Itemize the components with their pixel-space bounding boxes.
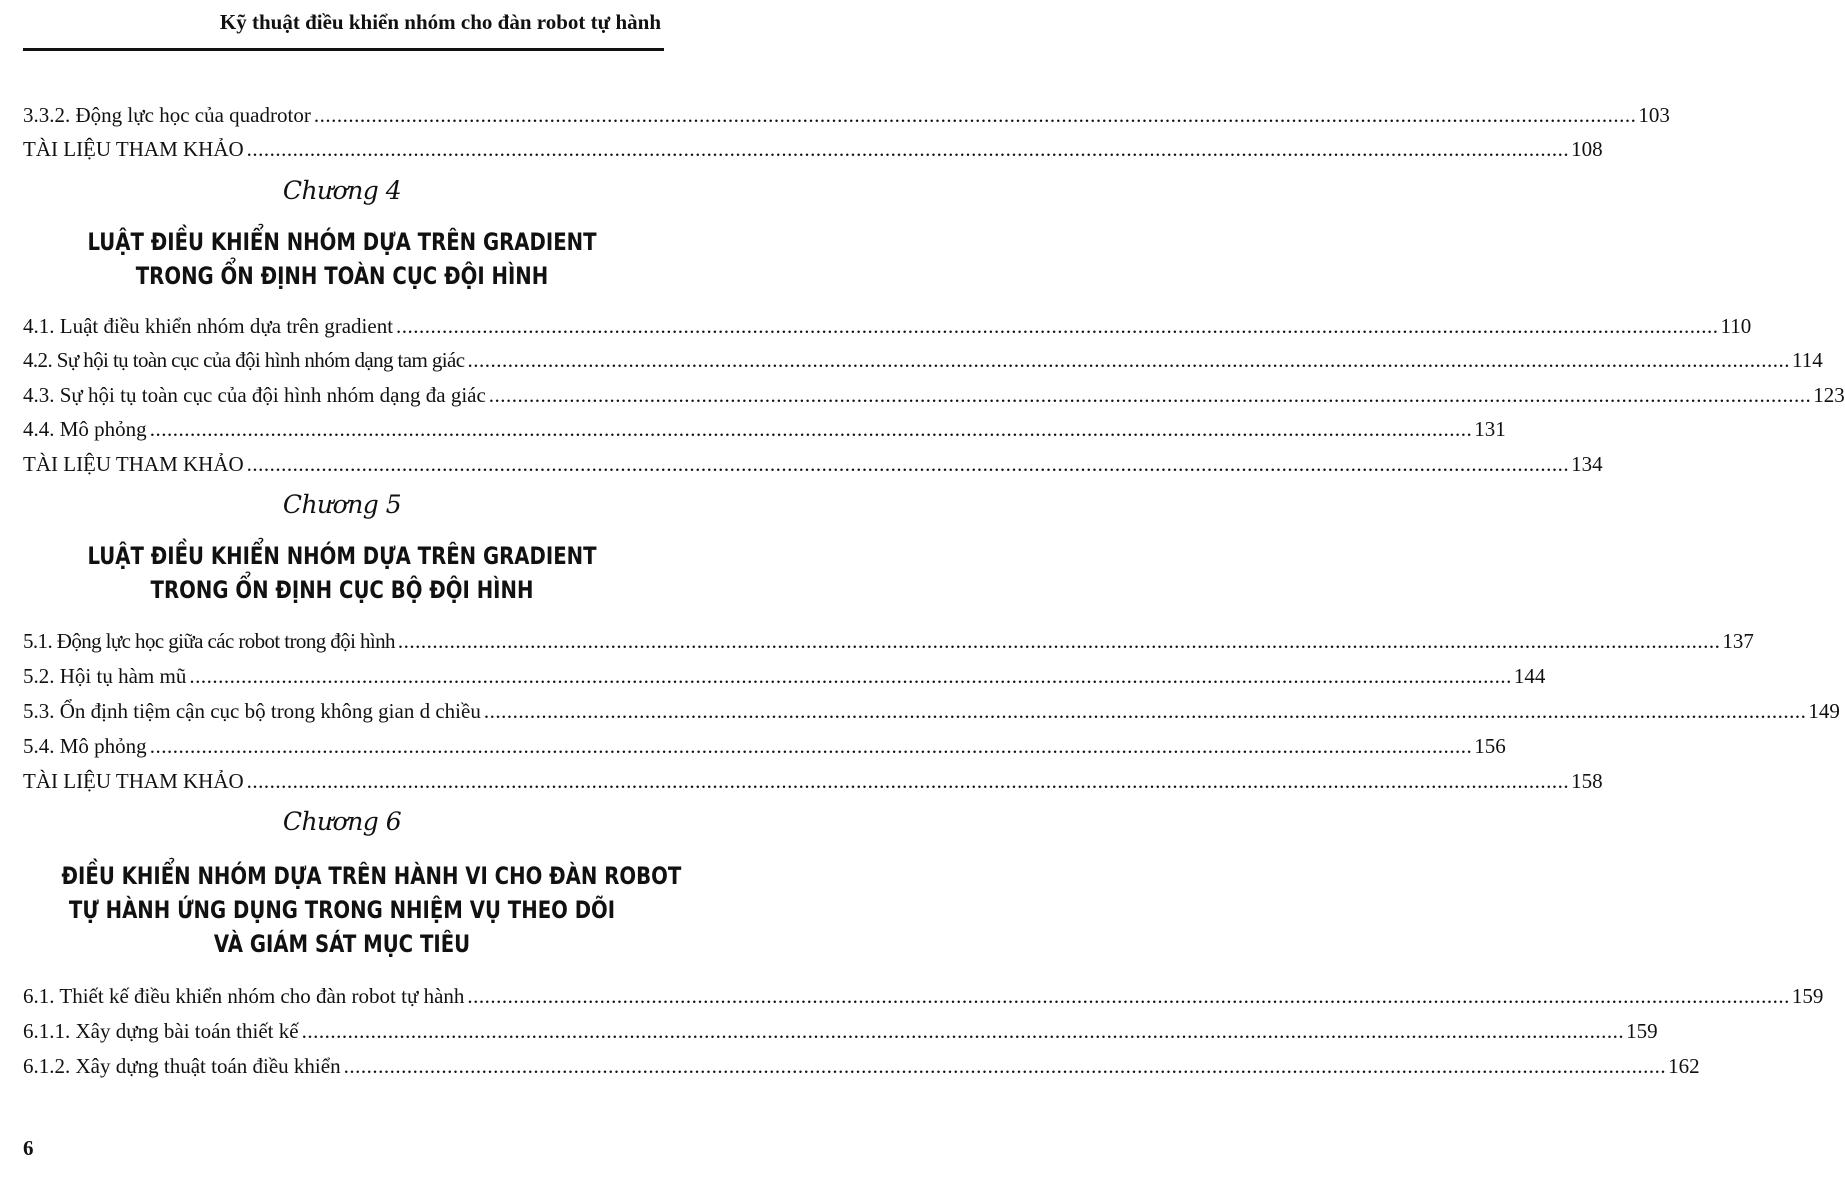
toc-entry-3-3-2[interactable] <box>23 94 1670 128</box>
dot-leader: ...................................................................................................................................................................................................................................... <box>301 1019 1625 1043</box>
dot-leader: ...................................................................................................................................................................................................................................... <box>483 699 1807 723</box>
chapter-title-line: TRONG ỔN ĐỊNH CỤC BỘ ĐỘI HÌNH <box>150 576 534 604</box>
dot-leader: ...................................................................................................................................................................................................................................... <box>313 103 1637 127</box>
toc-entry-page: 110 <box>1720 314 1752 338</box>
toc-entry-page: 131 <box>1474 417 1506 441</box>
toc-entry-4-2[interactable] <box>23 339 1823 373</box>
chapter-title-line: VÀ GIÁM SÁT MỤC TIÊU <box>213 930 471 958</box>
toc-entry-title: 3.3.2. Động lực học của quadrotor <box>23 103 311 127</box>
toc-entry-5-1[interactable] <box>23 620 1754 654</box>
toc-entry-title: 6.1.1. Xây dựng bài toán thiết kế <box>23 1019 299 1043</box>
toc-entry-page: 159 <box>1626 1019 1658 1043</box>
toc-entry-title: 4.1. Luật điều khiển nhóm dựa trên gradient <box>23 314 394 338</box>
toc-entry-title: 5.4. Mô phỏng <box>23 734 147 758</box>
dot-leader: ...................................................................................................................................................................................................................................... <box>343 1054 1667 1078</box>
header-rule <box>23 48 664 51</box>
chapter-6-title <box>61 859 682 961</box>
chapter-6-label: Chương 6 <box>282 807 402 836</box>
toc-entry-title: TÀI LIỆU THAM KHẢO <box>23 137 244 161</box>
toc-entry-page: 149 <box>1808 699 1840 723</box>
chapter-title-line: ĐIỀU KHIỂN NHÓM DỰA TRÊN HÀNH VI CHO ĐÀN ROBOT <box>61 862 682 890</box>
toc-entry-page: 144 <box>1513 664 1546 688</box>
dot-leader: ...................................................................................................................................................................................................................................... <box>488 383 1812 407</box>
dot-leader: ...................................................................................................................................................................................................................................... <box>246 452 1570 476</box>
toc-entry-4-1[interactable] <box>23 305 1752 339</box>
toc-entry-5-3[interactable] <box>23 690 1840 724</box>
dot-leader: ...................................................................................................................................................................................................................................... <box>467 984 1790 1008</box>
toc-entry-title: TÀI LIỆU THAM KHẢO <box>23 769 244 793</box>
dot-leader: ...................................................................................................................................................................................................................................... <box>189 664 1512 688</box>
dot-leader: ...................................................................................................................................................................................................................................... <box>396 314 1719 338</box>
dot-leader: ...................................................................................................................................................................................................................................... <box>149 734 1473 758</box>
toc-entry-6-1-2[interactable] <box>23 1045 1700 1079</box>
toc-entry-page: 159 <box>1791 984 1824 1008</box>
toc-entry-title: 5.3. Ổn định tiệm cận cục bộ trong không gian d chiều <box>23 699 481 723</box>
toc-entry-page: 134 <box>1571 452 1603 476</box>
dot-leader: ...................................................................................................................................................................................................................................... <box>467 348 1790 372</box>
page-number: 6 <box>23 1136 34 1160</box>
chapter-title-line: TRONG ỔN ĐỊNH TOÀN CỤC ĐỘI HÌNH <box>135 262 549 290</box>
toc-entry-references-ch4[interactable] <box>23 443 1603 477</box>
toc-entry-page: 114 <box>1791 348 1823 372</box>
toc-entry-title: 6.1.2. Xây dựng thuật toán điều khiển <box>23 1054 341 1078</box>
toc-entry-references-ch5[interactable] <box>23 760 1603 794</box>
dot-leader: ...................................................................................................................................................................................................................................... <box>246 769 1570 793</box>
chapter-title-line: LUẬT ĐIỀU KHIỂN NHÓM DỰA TRÊN GRADIENT <box>87 228 597 256</box>
toc-entry-page: 137 <box>1722 629 1754 653</box>
toc-entry-page: 156 <box>1474 734 1506 758</box>
toc-entry-references-ch3[interactable] <box>23 128 1603 162</box>
toc-entry-page: 108 <box>1571 137 1603 161</box>
toc-entry-page: 158 <box>1571 769 1603 793</box>
running-head: Kỹ thuật điều khiển nhóm cho đàn robot tự hành <box>219 10 661 34</box>
toc-entry-title: 4.3. Sự hội tụ toàn cục của đội hình nhóm dạng đa giác <box>23 383 486 407</box>
chapter-title-line: LUẬT ĐIỀU KHIỂN NHÓM DỰA TRÊN GRADIENT <box>87 542 597 570</box>
toc-entry-title: 6.1. Thiết kế điều khiển nhóm cho đàn robot tự hành <box>23 984 465 1008</box>
toc-entry-5-4[interactable] <box>23 725 1506 759</box>
toc-entry-4-3[interactable] <box>23 374 1845 408</box>
toc-entry-6-1[interactable] <box>23 975 1824 1009</box>
dot-leader: ...................................................................................................................................................................................................................................... <box>149 417 1473 441</box>
toc-entry-page: 123 <box>1813 383 1845 407</box>
toc-entry-title: 5.2. Hội tụ hàm mũ <box>23 664 187 688</box>
chapter-5-label: Chương 5 <box>282 490 402 519</box>
toc-entry-page: 103 <box>1638 103 1670 127</box>
toc-entry-page: 162 <box>1668 1054 1700 1078</box>
toc-entry-title: 4.4. Mô phỏng <box>23 417 147 441</box>
chapter-5-title <box>62 539 623 607</box>
chapter-4-label: Chương 4 <box>282 176 402 205</box>
toc-entry-title: 5.1. Động lực học giữa các robot trong đội hình <box>23 629 395 653</box>
toc-entry-title: 4.2. Sự hội tụ toàn cục của đội hình nhóm dạng tam giác <box>23 348 465 372</box>
toc-entry-6-1-1[interactable] <box>23 1010 1658 1044</box>
toc-entry-title: TÀI LIỆU THAM KHẢO <box>23 452 244 476</box>
toc-entry-4-4[interactable] <box>23 408 1506 442</box>
chapter-4-title <box>62 225 623 293</box>
chapter-title-line: TỰ HÀNH ỨNG DỤNG TRONG NHIỆM VỤ THEO DÕI <box>68 896 616 924</box>
dot-leader: ...................................................................................................................................................................................................................................... <box>246 137 1570 161</box>
toc-entry-5-2[interactable] <box>23 655 1546 689</box>
dot-leader: ...................................................................................................................................................................................................................................... <box>397 629 1721 653</box>
